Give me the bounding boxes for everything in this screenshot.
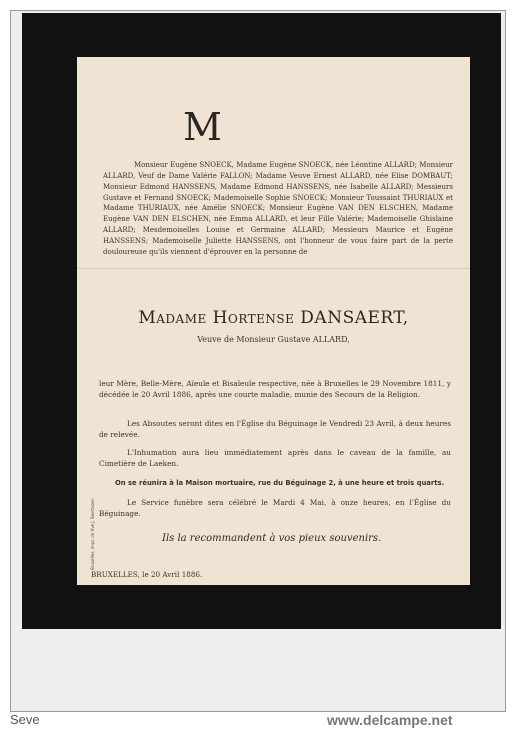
inhumation-text: L'Inhumation aura lieu immédiatement après dans le caveau de la famille, au Cimetière de Laeken. bbox=[99, 448, 451, 469]
initial-letter: M bbox=[183, 105, 222, 149]
widow-of-line: Veuve de Monsieur Gustave ALLARD, bbox=[197, 335, 350, 344]
printer-mark: Bruxelles, impr. de Vve J. Baertsoen bbox=[90, 498, 95, 570]
absoutes-text: Les Absoutes seront dites en l'Église du Béguinage le Vendredi 23 Avril, à deux heures de relevée. bbox=[99, 419, 451, 440]
deceased-name: Madame Hortense DANSAERT, bbox=[138, 308, 409, 328]
family-announcement: Monsieur Eugène SNOECK, Madame Eugène SNOECK, née Léontine ALLARD; Monsieur ALLARD, Veuf de Dame Valérie FALLON; Madame Veuve Ernest ALLARD, née Elise DOMBAUT; Monsieur Edmond HANSSENS, Madame Edmond HANSSENS, née Isabelle ALLARD; Messieurs Gustave et Fernand SNOECK; Mademoiselle Sophie SNOECK; Monsieur Toussaint THURIAUX et Madame THURIAUX, née Amélie SNOECK; Monsieur Eugène VAN DEN ELSCHEN, Madame Eugène VAN DEN ELSCHEN, née Emma ALLARD, et leur Fille Valérie; Mademoiselle Ghislaine ALLARD; Mesdemoiselles Louise et Germaine ALLARD; Messieurs Maurice et Eugène HANSSENS; Mademoiselle Juliette HANSSENS, ont l'honneur de vous faire part de la perte douloureuse qu'ils viennent d'éprouver en la personne de bbox=[103, 161, 453, 256]
service-text: Le Service funèbre sera célébré le Mardi 4 Mai, à onze heures, en l'Église du Béguinage. bbox=[99, 498, 451, 519]
death-notice-paper bbox=[77, 57, 470, 585]
meeting-text: On se réunira à la Maison mortuaire, rue du Béguinage 2, à une heure et trois quarts. bbox=[115, 479, 445, 487]
handwritten-line: Ils la recommandent à vos pieux souvenirs. bbox=[162, 533, 382, 544]
postcard-frame bbox=[10, 10, 506, 712]
dateline: BRUXELLES, le 20 Avril 1886. bbox=[91, 570, 203, 579]
death-details: leur Mère, Belle-Mère, Aïeule et Bisaïeule respective, née à Bruxelles le 29 Novembre 1811, y décédée le 20 Avril 1886, après une courte maladie, munie des Secours de la Religion. bbox=[99, 379, 451, 400]
seller-watermark: Seve bbox=[10, 712, 40, 727]
site-watermark: www.delcampe.net bbox=[327, 712, 453, 728]
fold-crease bbox=[77, 268, 470, 269]
mourning-border bbox=[22, 13, 501, 629]
